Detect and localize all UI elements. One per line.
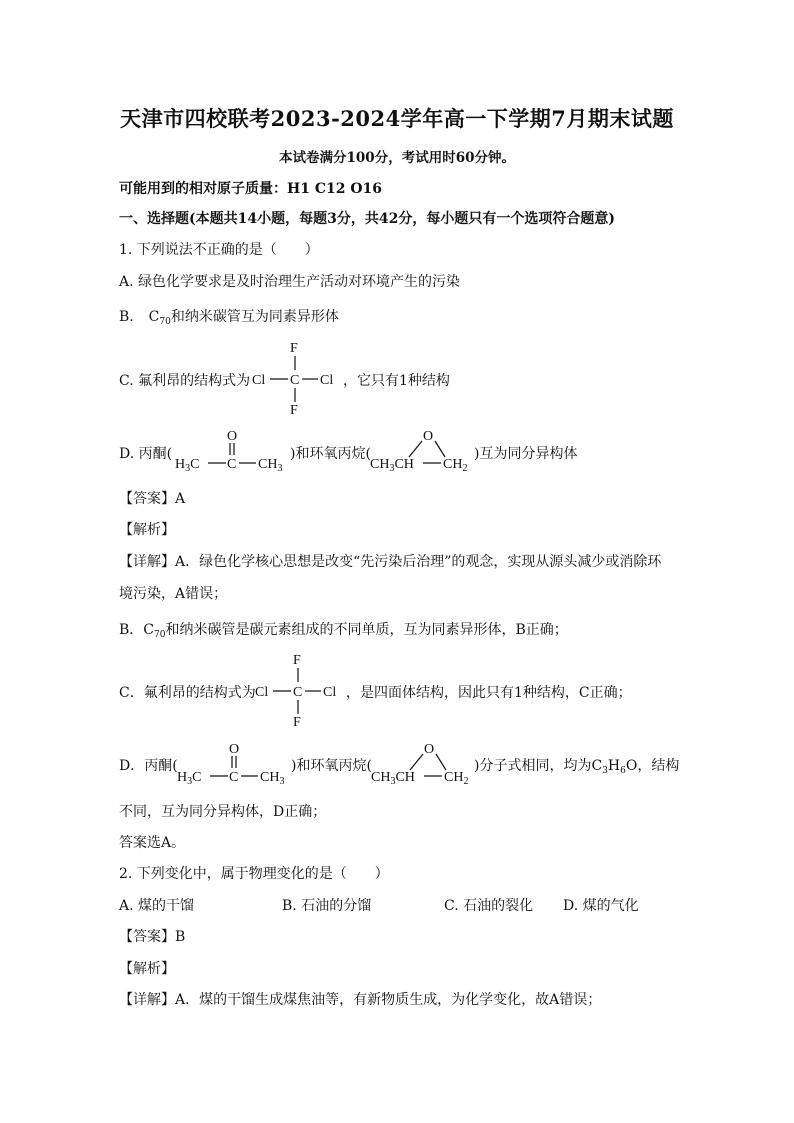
q1-stem: 1. 下列说法不正确的是（ ） (119, 242, 319, 258)
q1-detail-b (119, 619, 568, 639)
q1-detail-d-line2: 不同，互为同分异构体，D正确； (119, 804, 327, 820)
freon-right-atom: Cl (320, 373, 334, 388)
freon-left-atom: Cl (255, 685, 269, 700)
q1-detail-d-end: ，结构 (637, 758, 680, 774)
acetone-right-group: CH3 (258, 457, 283, 472)
freon-top-atom: F (293, 653, 301, 668)
q1-option-c-suffix: ，它只有1种结构 (343, 373, 450, 389)
q1-option-c-prefix: C. 氟利昂的结构式为 (119, 373, 251, 389)
section-one-heading: 一、选择题(本题共14小题，每题3分，共42分，每小题只有一个选项符合题意) (119, 211, 615, 227)
q1-option-d-mid: )和环氧丙烷( (290, 446, 371, 462)
acetone-left-group: H3C (177, 770, 202, 785)
freon-right-atom: Cl (323, 685, 337, 700)
q1-detail-d-mid: )和环氧丙烷( (291, 758, 372, 774)
q1-detail-c-suffix: ，是四面体结构，因此只有1种结构，C正确； (346, 685, 632, 701)
q1-answer: 【答案】A (119, 491, 186, 507)
epoxide-o-atom: O (423, 429, 434, 444)
epoxide-right-group: CH2 (443, 457, 468, 472)
epoxide-left-group: CH3CH (371, 770, 415, 785)
acetone-center-atom: C (229, 770, 239, 785)
acetone-o-atom: O (227, 429, 238, 444)
freon-center-atom: C (290, 373, 300, 388)
q2-stem: 2. 下列变化中，属于物理变化的是（ ） (119, 866, 389, 882)
q1-option-d-prefix: D. 丙酮( (119, 446, 173, 462)
q1-detail-b-text: 和纳米碳管是碳元素组成的不同单质，互为同素异形体，B正确； (165, 622, 568, 638)
q2-analysis-heading: 【解析】 (119, 961, 175, 977)
q1-option-a: A. 绿色化学要求是及时治理生产活动对环境产生的污染 (119, 274, 461, 290)
q2-option-d: D. 煤的气化 (563, 898, 639, 914)
freon-bottom-atom: F (290, 403, 298, 418)
epoxide-o-atom: O (424, 742, 435, 757)
freon-structure-detail (251, 650, 347, 730)
q1-detail-a-line1: 【详解】A．绿色化学核心思想是改变“先污染后治理”的观念，实现从源头减少或消除环 (119, 554, 662, 570)
q2-detail-a: 【详解】A．煤的干馏生成煤焦油等，有新物质生成，为化学变化，故A错误； (119, 992, 602, 1008)
q1-option-d-suffix: )互为同分异构体 (474, 446, 578, 462)
q1-detail-d-prefix: D．丙酮( (119, 758, 178, 774)
q1-detail-c-prefix: C．氟利昂的结构式为 (119, 685, 256, 701)
acetone-left-group: H3C (175, 457, 200, 472)
q1-detail-a-line2: 境污染，A错误； (119, 586, 228, 602)
q1-option-b-prefix: B. (119, 309, 134, 325)
epoxide-structure-detail (368, 737, 478, 785)
q1-detail-d-suffix-text: )分子式相同，均为 (474, 758, 592, 774)
page-title: 天津市四校联考2023-2024学年高一下学期7月期末试题 (120, 106, 674, 131)
c70-formula: $C_{70}$ (148, 309, 171, 327)
q1-analysis-heading: 【解析】 (119, 522, 175, 538)
c70-formula-detail: $C_{70}$ (143, 622, 166, 640)
freon-top-atom: F (290, 341, 298, 356)
acetone-center-atom: C (227, 457, 237, 472)
exam-note: 本试卷满分100分，考试用时60分钟。 (279, 150, 515, 166)
q2-answer: 【答案】B (119, 929, 186, 945)
freon-bottom-atom: F (293, 715, 301, 730)
q1-detail-d-suffix (474, 755, 679, 775)
q2-option-c: C. 石油的裂化 (444, 898, 534, 914)
acetone-structure-detail (174, 737, 294, 785)
acetone-right-group: CH3 (260, 770, 285, 785)
q1-detail-b-prefix: B． (119, 622, 144, 638)
epoxide-structure (367, 424, 477, 472)
freon-left-atom: Cl (252, 373, 266, 388)
epoxide-right-group: CH2 (444, 770, 469, 785)
epoxide-left-group: CH3CH (370, 457, 414, 472)
acetone-structure (172, 424, 292, 472)
q2-option-b: B. 石油的分馏 (282, 898, 372, 914)
acetone-o-atom: O (229, 742, 240, 757)
freon-center-atom: C (293, 685, 303, 700)
q2-option-a: A. 煤的干馏 (119, 898, 195, 914)
q1-conclusion: 答案选A。 (119, 835, 186, 851)
freon-structure (248, 338, 344, 418)
q1-option-b-text: 和纳米碳管互为同素异形体 (170, 309, 339, 325)
atomic-mass-note: 可能用到的相对原子质量：H1 C12 O16 (119, 181, 383, 197)
molecular-formula: $C_3H_6O$ (591, 758, 638, 776)
q1-option-b (119, 306, 339, 326)
